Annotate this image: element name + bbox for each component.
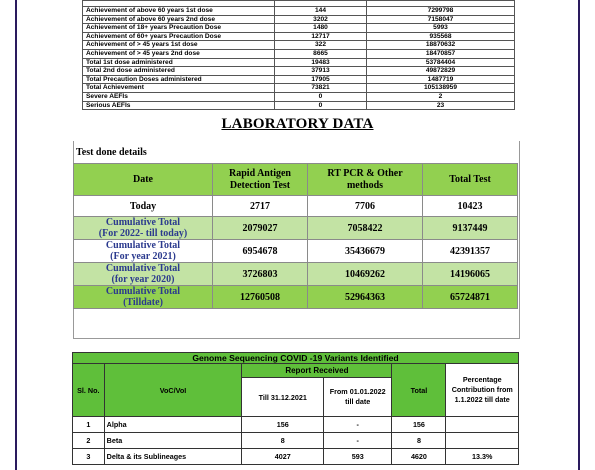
achievement-label: Achievement of > 45 years 1st dose [83, 41, 275, 50]
genome-total: 156 [392, 417, 446, 433]
page-border-left [15, 0, 17, 470]
lab-rat-value: 6954678 [213, 240, 308, 263]
achievement-today-value: 19483 [275, 58, 367, 67]
achievement-cumulative-value: 18470857 [367, 49, 515, 58]
report-received-header: Report Received [242, 364, 392, 378]
lab-header-rat: Rapid Antigen Detection Test [213, 164, 308, 196]
genome-variant-name: Alpha [104, 417, 242, 433]
achievement-label: Achievement of above 60 years 2nd dose [83, 15, 275, 24]
lab-date: Cumulative Total (For year 2021) [74, 240, 213, 263]
achievement-today-value: 1480 [275, 24, 367, 33]
genome-header-row [73, 364, 519, 378]
genome-variant-name: Beta [104, 433, 242, 449]
lab-date: Cumulative Total (Tilldate) [74, 286, 213, 309]
achievement-cumulative-value: 7299798 [367, 7, 515, 16]
achievement-cumulative-value: 18870632 [367, 41, 515, 50]
lab-row [74, 286, 518, 309]
achievement-today-value: 3202 [275, 15, 367, 24]
genome-row [73, 449, 519, 465]
genome-pct: 13.3% [446, 449, 519, 465]
lab-total-value: 10423 [423, 196, 518, 217]
achievement-label: Achievement of 60+ years Precaution Dose [83, 32, 275, 41]
achievement-today-value: 0 [275, 101, 367, 110]
achievement-row [83, 67, 515, 76]
genome-sl: 3 [73, 449, 105, 465]
achievement-label: Achievement of 18+ years Precaution Dose [83, 24, 275, 33]
genome-title-row [73, 353, 519, 364]
genome-from: - [324, 433, 392, 449]
lab-rtpcr-value: 52964363 [308, 286, 423, 309]
achievement-row [83, 92, 515, 101]
achievement-label: Serious AEFIs [83, 101, 275, 110]
achievement-cumulative-value: 49872829 [367, 67, 515, 76]
genome-till: 156 [242, 417, 324, 433]
lab-rat-value: 2717 [213, 196, 308, 217]
lab-date: Today [74, 196, 213, 217]
achievement-today-value: 144 [275, 7, 367, 16]
lab-row [74, 240, 518, 263]
genome-pct [446, 417, 519, 433]
lab-rtpcr-value: 7706 [308, 196, 423, 217]
total-header: Total [392, 364, 446, 417]
lab-header-total: Total Test [423, 164, 518, 196]
achievement-today-value: 322 [275, 41, 367, 50]
achievement-label: Total 2nd dose administered [83, 67, 275, 76]
genome-total: 8 [392, 433, 446, 449]
achievement-label: Achievement of > 45 years 2nd dose [83, 49, 275, 58]
lab-total-value: 9137449 [423, 217, 518, 240]
lab-total-value: 14196065 [423, 263, 518, 286]
lab-row [74, 196, 518, 217]
achievement-row [83, 15, 515, 24]
lab-rtpcr-value: 10469262 [308, 263, 423, 286]
achievement-label: Total Precaution Doses administered [83, 75, 275, 84]
sl-no-header: Sl. No. [73, 364, 105, 417]
achievement-label: Achievement of above 60 years 1st dose [83, 7, 275, 16]
lab-rat-value: 2079027 [213, 217, 308, 240]
achievement-cumulative-value: 1487719 [367, 75, 515, 84]
till-date-header: Till 31.12.2021 [242, 378, 324, 417]
genome-row [73, 433, 519, 449]
achievement-row [83, 58, 515, 67]
achievement-row [83, 101, 515, 110]
genome-till: 4027 [242, 449, 324, 465]
achievement-cumulative-value: 5993 [367, 24, 515, 33]
lab-header-date: Date [74, 164, 213, 196]
achievement-row [83, 32, 515, 41]
genome-sl: 1 [73, 417, 105, 433]
achievement-cumulative-value: 53784404 [367, 58, 515, 67]
lab-row [74, 217, 518, 240]
lab-date: Cumulative Total (for year 2020) [74, 263, 213, 286]
achievement-row [83, 41, 515, 50]
achievement-row [83, 24, 515, 33]
achievement-today-value: 0 [275, 92, 367, 101]
genome-pct [446, 433, 519, 449]
achievement-row [83, 49, 515, 58]
lab-rtpcr-value: 7058422 [308, 217, 423, 240]
genome-from: 593 [324, 449, 392, 465]
from-date-header: From 01.01.2022 till date [324, 378, 392, 417]
achievement-label: Total 1st dose administered [83, 58, 275, 67]
achievement-today-value: 73821 [275, 84, 367, 93]
achievement-row [83, 75, 515, 84]
lab-total-value: 65724871 [423, 286, 518, 309]
lab-total-value: 42391357 [423, 240, 518, 263]
achievement-row [83, 84, 515, 93]
achievement-cumulative-value: 7158047 [367, 15, 515, 24]
lab-header-row [74, 164, 518, 196]
achievement-today-value: 12717 [275, 32, 367, 41]
lab-rat-value: 12760508 [213, 286, 308, 309]
genome-row [73, 417, 519, 433]
genome-till: 8 [242, 433, 324, 449]
lab-rat-value: 3726803 [213, 263, 308, 286]
lab-rtpcr-value: 35436679 [308, 240, 423, 263]
lab-header-rtpcr: RT PCR & Other methods [308, 164, 423, 196]
achievement-today-value: 37913 [275, 67, 367, 76]
achievement-cumulative-value: 2 [367, 92, 515, 101]
page-border-right [578, 0, 580, 470]
test-done-caption: Test done details [76, 147, 147, 158]
laboratory-table [73, 163, 518, 309]
percentage-header: Percentage Contribution from 1.1.2022 till date [446, 364, 519, 417]
achievement-row [83, 7, 515, 16]
achievement-cumulative-value: 105138959 [367, 84, 515, 93]
laboratory-data-title: LABORATORY DATA [221, 116, 374, 132]
achievement-today-value: 8665 [275, 49, 367, 58]
genome-sequencing-table [72, 352, 519, 465]
voc-voi-header: VoC/VoI [104, 364, 242, 417]
lab-date: Cumulative Total (For 2022- till today) [74, 217, 213, 240]
achievement-label: Severe AEFIs [83, 92, 275, 101]
vaccination-achievement-table [82, 0, 515, 110]
genome-from: - [324, 417, 392, 433]
achievement-cumulative-value: 935568 [367, 32, 515, 41]
genome-title: Genome Sequencing COVID -19 Variants Identified [73, 353, 519, 364]
genome-variant-name: Delta & its Sublineages [104, 449, 242, 465]
achievement-label: Total Achievement [83, 84, 275, 93]
lab-row [74, 263, 518, 286]
genome-sl: 2 [73, 433, 105, 449]
genome-total: 4620 [392, 449, 446, 465]
achievement-cumulative-value: 23 [367, 101, 515, 110]
achievement-today-value: 17905 [275, 75, 367, 84]
